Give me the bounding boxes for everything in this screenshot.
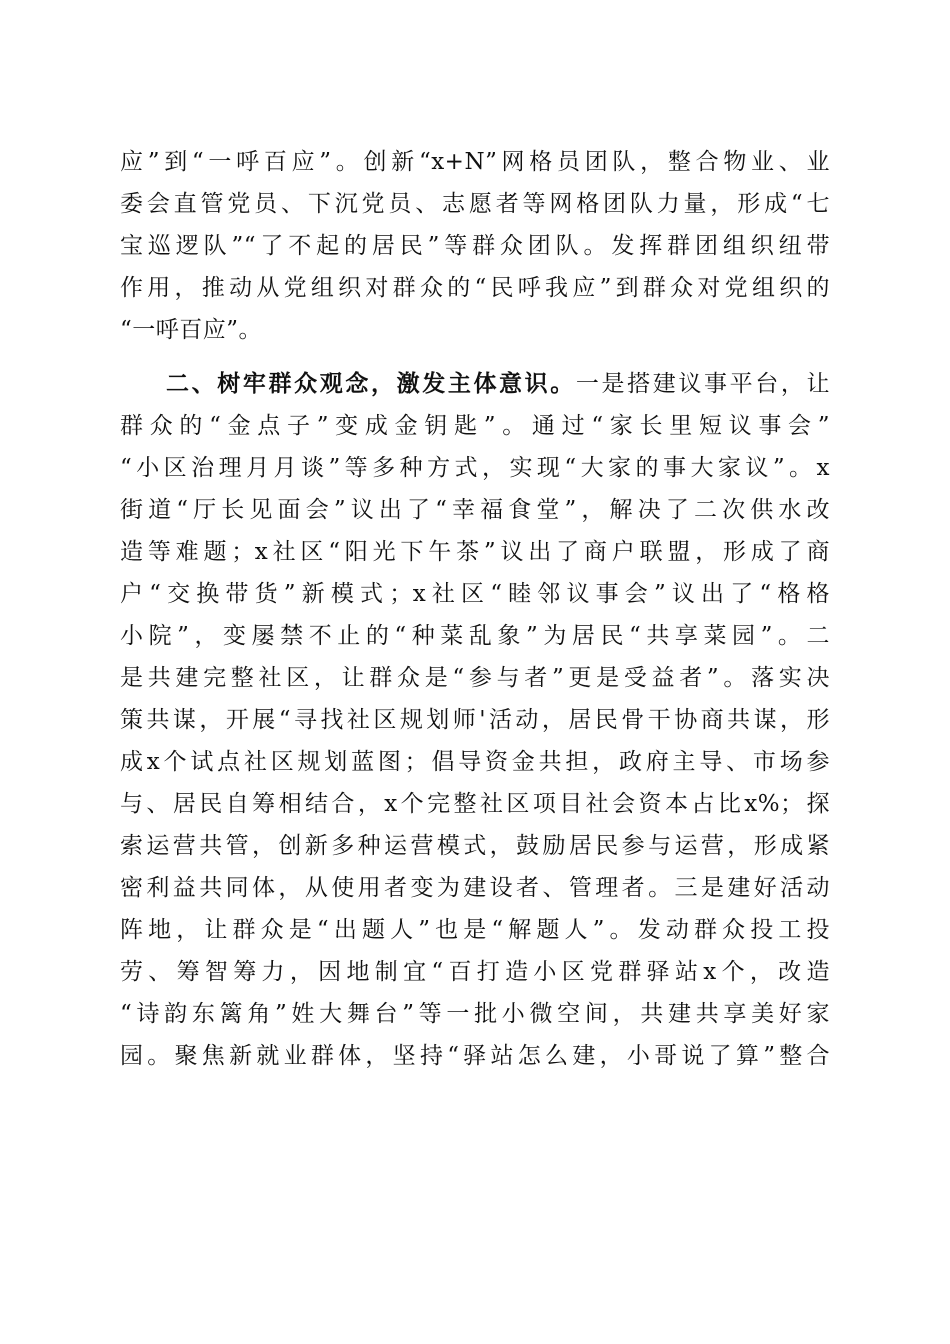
paragraph-2-line: 户“交换带货”新模式；x社区“睦邻议事会”议出了“格格	[120, 581, 830, 607]
section-heading: 二、树牢群众观念，激发主体意识。	[166, 370, 576, 397]
paragraph-2-line: “诗韵东篱角”姓大舞台”等一批小微空间，共建共享美好家	[120, 1001, 830, 1027]
paragraph-1-line: 委会直管党员、下沉党员、志愿者等网格团队力量，形成“七	[120, 191, 830, 217]
paragraph-2-first-line-text: 一是搭建议事平台，让	[575, 371, 830, 397]
paragraph-2-line: 群众的“金点子”变成金钥匙”。通过“家长里短议事会”	[120, 413, 830, 439]
paragraph-2-line: 造等难题；x社区“阳光下午茶”议出了商户联盟，形成了商	[120, 539, 830, 565]
paragraph-2-line: 小院”，变屡禁不止的“种菜乱象”为居民“共享菜园”。二	[120, 623, 830, 649]
paragraph-1-line: 宝巡逻队”“了不起的居民”等群众团队。发挥群团组织纽带	[120, 233, 830, 259]
paragraph-2-line: 策共谋，开展“寻找社区规划师'活动，居民骨干协商共谋，形	[120, 707, 830, 733]
paragraph-2-line: 劳、筹智筹力，因地制宜“百打造小区党群驿站x个，改造	[120, 959, 830, 985]
paragraph-1-line: 作用，推动从党组织对群众的“民呼我应”到群众对党组织的	[120, 275, 830, 301]
paragraph-2-first-line	[120, 363, 830, 405]
paragraph-2-line: 园。聚焦新就业群体，坚持“驿站怎么建，小哥说了算”整合	[120, 1043, 830, 1069]
paragraph-2-line: 成x个试点社区规划蓝图；倡导资金共担，政府主导、市场参	[120, 749, 830, 775]
paragraph-2	[120, 363, 830, 1077]
paragraph-2-line: 阵地，让群众是“出题人”也是“解题人”。发动群众投工投	[120, 917, 830, 943]
paragraph-1-line: 应”到“一呼百应”。创新“x+N”网格员团队，整合物业、业	[120, 149, 830, 175]
paragraph-1-line: “一呼百应”。	[120, 317, 263, 343]
paragraph-2-line: 是共建完整社区，让群众是“参与者”更是受益者”。落实决	[120, 665, 830, 691]
paragraph-1	[120, 141, 830, 351]
paragraph-2-line: 与、居民自筹相结合，x个完整社区项目社会资本占比x%；探	[120, 791, 830, 817]
paragraph-2-line: 索运营共管，创新多种运营模式，鼓励居民参与运营，形成紧	[120, 833, 830, 859]
paragraph-2-line: 街道“厅长见面会”议出了“幸福食堂”，解决了二次供水改	[120, 497, 830, 523]
paragraph-2-line: “小区治理月月谈”等多种方式，实现“大家的事大家议”。x	[120, 455, 830, 481]
paragraph-2-line: 密利益共同体，从使用者变为建设者、管理者。三是建好活动	[120, 875, 830, 901]
